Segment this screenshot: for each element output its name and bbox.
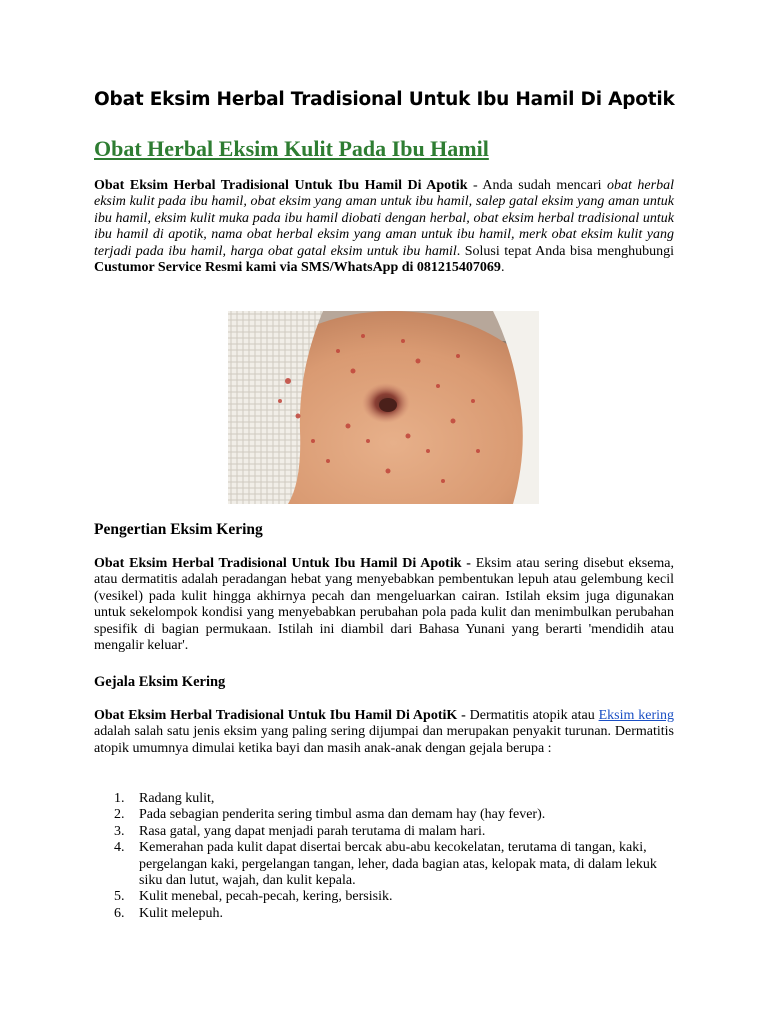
intro-paragraph <box>94 178 674 276</box>
eczema-belly-photo <box>228 311 539 504</box>
gejala-paragraph <box>94 708 674 757</box>
section-heading: Obat Herbal Eksim Kulit Pada Ibu Hamil <box>94 136 489 161</box>
list-item-number: 1. <box>114 791 125 806</box>
gejala-lead-bold: Obat Eksim Herbal Tradisional Untuk Ibu Hamil Di ApotiK - <box>94 708 470 723</box>
pengertian-heading: Pengertian Eksim Kering <box>94 521 263 538</box>
intro-text-1: - Anda sudah mencari <box>467 178 608 193</box>
gejala-heading: Gejala Eksim Kering <box>94 674 226 690</box>
eksim-kering-link[interactable]: Eksim kering <box>598 708 674 723</box>
list-item-text: Radang kulit, <box>139 791 215 806</box>
list-item <box>94 791 674 807</box>
list-item <box>94 889 674 905</box>
list-item <box>94 906 674 922</box>
list-item-number: 2. <box>114 807 125 823</box>
intro-keywords-italic: obat herbal eksim kulit pada ibu hamil, obat eksim yang aman untuk ibu hamil, salep gatal eksim yang aman untuk ibu hamil, eksim kulit muka pada ibu hamil diobati dengan herbal, obat eksim herbal tradisional untuk ibu hamil di apotik, nama obat herbal eksim yang aman untuk ibu hamil, merk obat eksim kulit yang terjadi pada ibu hamil, harga obat gatal eksim untuk ibu hamil <box>94 178 674 259</box>
intro-lead-bold: Obat Eksim Herbal Tradisional Untuk Ibu Hamil Di Apotik <box>94 178 468 193</box>
document-title: Obat Eksim Herbal Tradisional Untuk Ibu Hamil Di Apotik <box>94 89 675 110</box>
symptom-list <box>94 791 674 922</box>
list-item <box>94 824 674 840</box>
list-item-number: 5. <box>114 889 125 905</box>
gejala-text-1: Dermatitis atopik atau <box>469 708 599 723</box>
list-item-number: 6. <box>114 905 125 921</box>
list-item-text: Kulit menebal, pecah-pecah, kering, bersisik. <box>139 889 393 905</box>
list-item <box>94 807 674 823</box>
intro-text-3: . <box>500 260 505 276</box>
list-item-number: 4. <box>114 840 125 856</box>
list-item-text: Rasa gatal, yang dapat menjadi parah terutama di malam hari. <box>139 823 486 839</box>
pengertian-paragraph <box>94 556 674 654</box>
intro-text-2: . Solusi tepat Anda bisa menghubungi <box>456 243 674 259</box>
list-item-text: Pada sebagian penderita sering timbul asma dan demam hay (hay fever). <box>139 807 546 823</box>
gejala-text-2: adalah salah satu jenis eksim yang paling sering dijumpai dan merupakan penyakit turunan. Dermatitis atopik umumnya dimulai ketika bayi dan masih anak-anak dengan gejala berupa : <box>94 724 674 756</box>
list-item-text: Kemerahan pada kulit dapat disertai bercak abu-abu kecokelatan, terutama di tangan, kaki, pergelangan kaki, pergelangan tangan, leher, dada bagian atas, kelopak mata, di dalam lekuk siku dan lutut, wajah, dan kulit kepala. <box>139 840 657 889</box>
list-item-number: 3. <box>114 823 125 839</box>
list-item <box>94 840 674 889</box>
pengertian-text: Eksim atau sering disebut eksema, atau dermatitis adalah peradangan hebat yang menyebabkan pembentukan lepuh atau gelembung kecil (vesikel) pada kulit hingga akhirnya pecah dan mengeluarkan cairan. Istilah eksim juga digunakan untuk sekelompok kondisi yang menyebabkan perubahan pola pada kulit dan menimbulkan perubahan spesifik di bagian permukaan. Istilah ini diambil dari Bahasa Yunani yang berarti 'mendidih atau mengalir keluar'. <box>94 556 675 654</box>
intro-contact-bold: Custumor Service Resmi kami via SMS/WhatsApp di 081215407069 <box>94 260 501 276</box>
pengertian-lead-bold: Obat Eksim Herbal Tradisional Untuk Ibu Hamil Di Apotik - <box>94 556 476 571</box>
list-item-text: Kulit melepuh. <box>139 905 223 921</box>
